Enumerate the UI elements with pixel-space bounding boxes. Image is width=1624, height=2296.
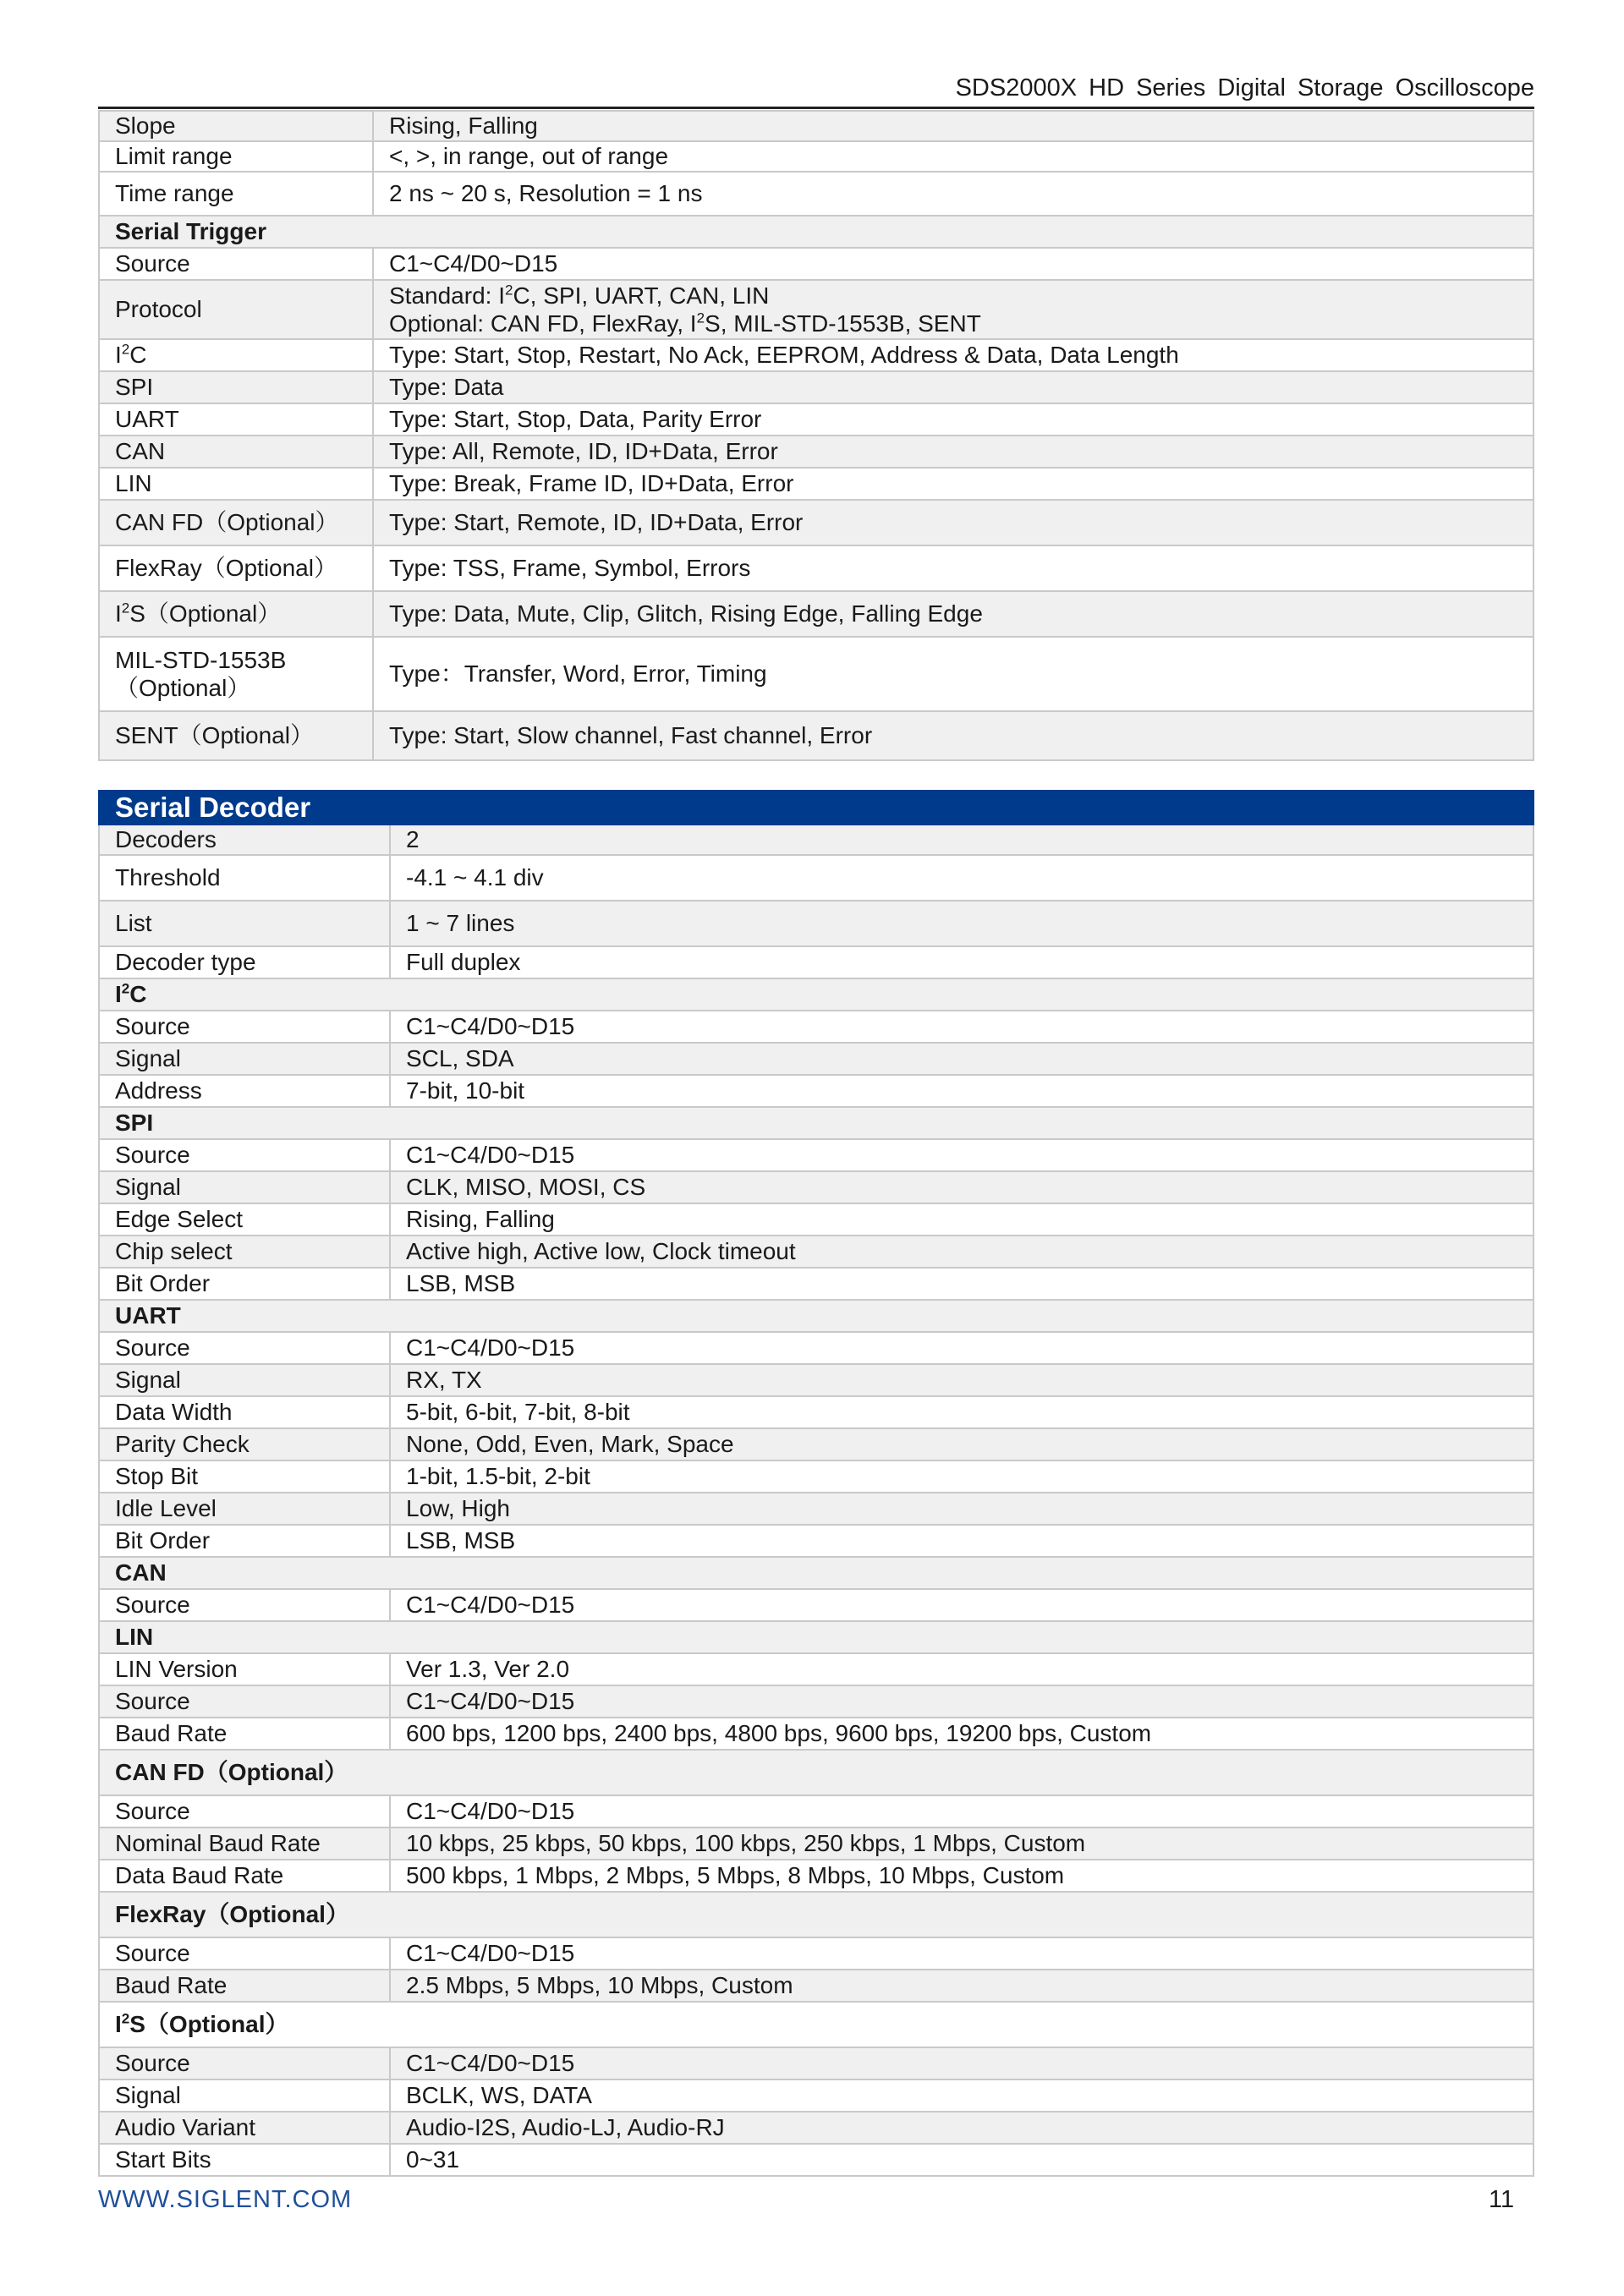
spec-value: 10 kbps, 25 kbps, 50 kbps, 100 kbps, 250 kbps, 1 Mbps, Custom (390, 1827, 1533, 1860)
document-header: SDS2000X HD Series Digital Storage Oscilloscope (955, 74, 1534, 101)
spec-label: Source (99, 1937, 390, 1970)
protocol-heading-row (99, 2002, 1533, 2047)
table-row (99, 1860, 1533, 1892)
protocol-heading-row (99, 1557, 1533, 1589)
spec-value: C1~C4/D0~D15 (390, 1139, 1533, 1171)
spec-label: Threshold (99, 855, 390, 901)
table-row (99, 1795, 1533, 1827)
spec-label: Bit Order (99, 1525, 390, 1557)
protocol-heading-row (99, 1621, 1533, 1653)
table-row (99, 1827, 1533, 1860)
spec-value: <, >, in range, out of range (373, 141, 1533, 172)
table-row (99, 1685, 1533, 1718)
spec-value: LSB, MSB (390, 1525, 1533, 1557)
table-row (99, 2112, 1533, 2144)
table-row (99, 1203, 1533, 1236)
table-row (99, 141, 1533, 172)
spec-label: Signal (99, 2080, 390, 2112)
spec-label: MIL-STD-1553B （Optional） (99, 637, 373, 711)
table-row (99, 1171, 1533, 1203)
table-row (99, 1139, 1533, 1171)
spec-value: Ver 1.3, Ver 2.0 (390, 1653, 1533, 1685)
spec-value: Active high, Active low, Clock timeout (390, 1236, 1533, 1268)
spec-value: C1~C4/D0~D15 (390, 1589, 1533, 1621)
can-fd-heading: CAN FD（Optional） (99, 1750, 1533, 1795)
table-row (99, 1493, 1533, 1525)
spec-label: Source (99, 1685, 390, 1718)
i2s-heading: $I^2S(Optional)$ (99, 2002, 1533, 2047)
page-number: 11 (1489, 2186, 1515, 2213)
table-row (99, 1970, 1533, 2002)
protocol-heading-row (99, 1107, 1533, 1139)
table-row (99, 855, 1533, 901)
spec-label: Baud Rate (99, 1970, 390, 2002)
table-row (99, 946, 1533, 978)
spec-value: RX, TX (390, 1364, 1533, 1396)
protocol-optional: Optional: CAN FD, FlexRay, $I^2S$, MIL-STD-1553B, SENT (389, 310, 981, 337)
spec-label: Source (99, 2047, 390, 2080)
i2c-heading: $I^2C$ (99, 978, 1533, 1011)
table-row (99, 1589, 1533, 1621)
spec-label: Time range (99, 172, 373, 216)
spec-label: Signal (99, 1171, 390, 1203)
section-heading-row (99, 216, 1533, 248)
table-row (99, 1236, 1533, 1268)
spec-label: List (99, 901, 390, 946)
spec-label: Source (99, 1795, 390, 1827)
spec-value: 500 kbps, 1 Mbps, 2 Mbps, 5 Mbps, 8 Mbps, 10 Mbps, Custom (390, 1860, 1533, 1892)
spec-value: Type: Start, Remote, ID, ID+Data, Error (373, 500, 1533, 545)
table-row (99, 1937, 1533, 1970)
spec-value: BCLK, WS, DATA (390, 2080, 1533, 2112)
flexray-heading: FlexRay（Optional） (99, 1892, 1533, 1937)
spec-label: Edge Select (99, 1203, 390, 1236)
spec-value: Type: Start, Stop, Restart, No Ack, EEPROM, Address & Data, Data Length (373, 339, 1533, 371)
table-row (99, 1011, 1533, 1043)
table-row (99, 1075, 1533, 1107)
spec-value (373, 280, 1533, 339)
serial-decoder-table (98, 790, 1534, 2177)
spec-label: Source (99, 248, 373, 280)
spec-label: Idle Level (99, 1493, 390, 1525)
spec-label: Address (99, 1075, 390, 1107)
table-row (99, 500, 1533, 545)
spec-label: Limit range (99, 141, 373, 172)
table-row (99, 1268, 1533, 1300)
spec-value: 2 ns ~ 20 s, Resolution = 1 ns (373, 172, 1533, 216)
spec-label: Source (99, 1139, 390, 1171)
spec-value: Type: Data, Mute, Clip, Glitch, Rising Edge, Falling Edge (373, 591, 1533, 637)
protocol-standard: Standard: $I^2C$, SPI, UART, CAN, LIN (389, 282, 770, 309)
spec-label: Source (99, 1589, 390, 1621)
spec-label: Baud Rate (99, 1718, 390, 1750)
table-row (99, 1396, 1533, 1428)
table-row (99, 339, 1533, 371)
spec-value: None, Odd, Even, Mark, Space (390, 1428, 1533, 1460)
table-row (99, 1428, 1533, 1460)
spec-value: CLK, MISO, MOSI, CS (390, 1171, 1533, 1203)
spec-value: Type: Data (373, 371, 1533, 403)
spec-label: Chip select (99, 1236, 390, 1268)
spec-label: Signal (99, 1364, 390, 1396)
table-row (99, 436, 1533, 468)
spec-label: UART (99, 403, 373, 436)
spec-value: Type：Transfer, Word, Error, Timing (373, 637, 1533, 711)
spec-value: Type: Start, Slow channel, Fast channel, Error (373, 711, 1533, 760)
spec-value: Type: Start, Stop, Data, Parity Error (373, 403, 1533, 436)
protocol-heading-row (99, 1750, 1533, 1795)
spec-value: C1~C4/D0~D15 (390, 2047, 1533, 2080)
spec-value: Type: Break, Frame ID, ID+Data, Error (373, 468, 1533, 500)
table-row (99, 1332, 1533, 1364)
table-row (99, 2080, 1533, 2112)
spec-value: SCL, SDA (390, 1043, 1533, 1075)
spec-label: FlexRay（Optional） (99, 545, 373, 591)
spec-value: 5-bit, 6-bit, 7-bit, 8-bit (390, 1396, 1533, 1428)
table-row (99, 111, 1533, 141)
serial-decoder-title: Serial Decoder (99, 791, 1533, 825)
table-row (99, 172, 1533, 216)
trigger-spec-table (98, 110, 1534, 761)
spec-label: SPI (99, 371, 373, 403)
protocol-heading-row (99, 978, 1533, 1011)
spec-value: C1~C4/D0~D15 (390, 1011, 1533, 1043)
table-row (99, 711, 1533, 760)
table-row (99, 591, 1533, 637)
table-row (99, 1460, 1533, 1493)
protocol-heading-row (99, 1300, 1533, 1332)
spec-label: Source (99, 1011, 390, 1043)
spec-value: LSB, MSB (390, 1268, 1533, 1300)
spec-value: Audio-I2S, Audio-LJ, Audio-RJ (390, 2112, 1533, 2144)
footer-url: WWW.SIGLENT.COM (98, 2186, 353, 2213)
protocol-heading-row (99, 1892, 1533, 1937)
table-row (99, 545, 1533, 591)
spec-label: Audio Variant (99, 2112, 390, 2144)
spec-label: CAN FD（Optional） (99, 500, 373, 545)
spec-value: -4.1 ~ 4.1 div (390, 855, 1533, 901)
spec-label: Data Baud Rate (99, 1860, 390, 1892)
spec-value: C1~C4/D0~D15 (390, 1937, 1533, 1970)
spec-label: Stop Bit (99, 1460, 390, 1493)
spec-value: 1 ~ 7 lines (390, 901, 1533, 946)
spec-label: Slope (99, 111, 373, 141)
table-row (99, 280, 1533, 339)
table-row (99, 2047, 1533, 2080)
spec-label: Parity Check (99, 1428, 390, 1460)
spec-value: 0~31 (390, 2144, 1533, 2176)
spec-label: Data Width (99, 1396, 390, 1428)
table-row (99, 901, 1533, 946)
spec-value: 2 (390, 825, 1533, 855)
uart-heading: UART (99, 1300, 1533, 1332)
spec-value: Type: All, Remote, ID, ID+Data, Error (373, 436, 1533, 468)
spec-label: LIN Version (99, 1653, 390, 1685)
section-title-bar (99, 791, 1533, 825)
lin-heading: LIN (99, 1621, 1533, 1653)
table-row (99, 825, 1533, 855)
table-row (99, 371, 1533, 403)
spec-value: 1-bit, 1.5-bit, 2-bit (390, 1460, 1533, 1493)
spi-heading: SPI (99, 1107, 1533, 1139)
table-row (99, 468, 1533, 500)
spec-value: Rising, Falling (373, 111, 1533, 141)
header-rule (98, 107, 1534, 109)
spec-label: Start Bits (99, 2144, 390, 2176)
spec-value: C1~C4/D0~D15 (390, 1332, 1533, 1364)
serial-trigger-heading: Serial Trigger (99, 216, 1533, 248)
spec-value: Rising, Falling (390, 1203, 1533, 1236)
spec-label: LIN (99, 468, 373, 500)
spec-label: CAN (99, 436, 373, 468)
spec-value: 7-bit, 10-bit (390, 1075, 1533, 1107)
spec-label: Source (99, 1332, 390, 1364)
spec-label: $I^2C$ (99, 339, 373, 371)
spec-label: Decoder type (99, 946, 390, 978)
spec-label: Bit Order (99, 1268, 390, 1300)
table-row (99, 1364, 1533, 1396)
spec-label: Decoders (99, 825, 390, 855)
table-row (99, 1043, 1533, 1075)
table-row (99, 248, 1533, 280)
spec-label: $I^2S(Optional)$ (99, 591, 373, 637)
spec-value: Full duplex (390, 946, 1533, 978)
spec-value: 2.5 Mbps, 5 Mbps, 10 Mbps, Custom (390, 1970, 1533, 2002)
table-row (99, 1718, 1533, 1750)
spec-value: C1~C4/D0~D15 (390, 1795, 1533, 1827)
can-heading: CAN (99, 1557, 1533, 1589)
table-row (99, 2144, 1533, 2176)
table-row (99, 637, 1533, 711)
spec-label: Protocol (99, 280, 373, 339)
table-row (99, 1525, 1533, 1557)
spec-label: Nominal Baud Rate (99, 1827, 390, 1860)
table-row (99, 403, 1533, 436)
spec-value: C1~C4/D0~D15 (373, 248, 1533, 280)
spec-value: C1~C4/D0~D15 (390, 1685, 1533, 1718)
spec-value: Type: TSS, Frame, Symbol, Errors (373, 545, 1533, 591)
spec-label: Signal (99, 1043, 390, 1075)
spec-value: Low, High (390, 1493, 1533, 1525)
table-row (99, 1653, 1533, 1685)
spec-label: SENT（Optional） (99, 711, 373, 760)
spec-value: 600 bps, 1200 bps, 2400 bps, 4800 bps, 9600 bps, 19200 bps, Custom (390, 1718, 1533, 1750)
